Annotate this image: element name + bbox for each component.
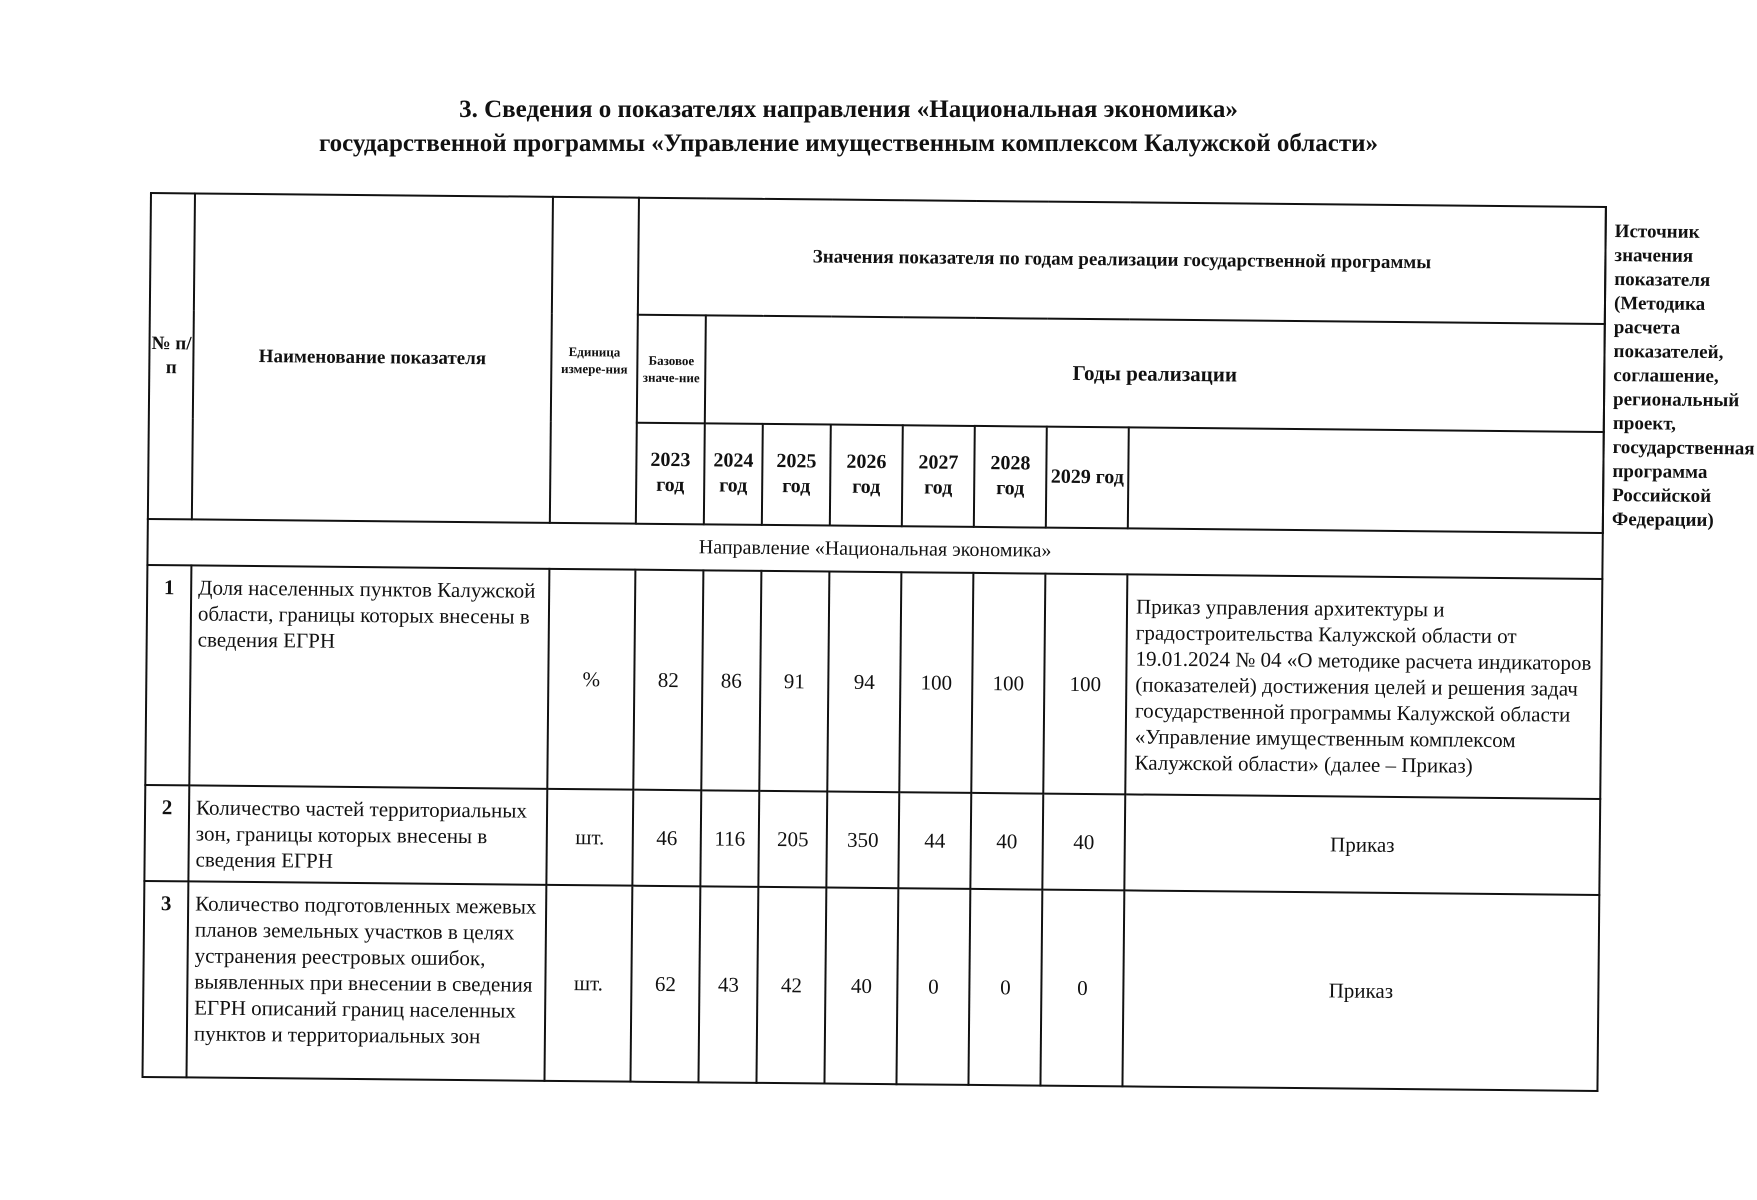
header-years-group: Годы реализации <box>705 315 1605 431</box>
value-cell: 40 <box>1042 794 1125 891</box>
header-unit: Единица измере-ния <box>550 197 639 524</box>
value-cell: 40 <box>970 793 1043 890</box>
header-year: 2027 год <box>902 425 975 527</box>
value-cell: 82 <box>633 570 703 791</box>
table-row <box>143 881 1600 1091</box>
value-cell: 0 <box>1040 890 1124 1087</box>
value-cell: 205 <box>758 791 827 888</box>
table-row <box>145 565 1602 799</box>
source-cell: Приказ <box>1124 794 1600 895</box>
header-base: Базовое значе-ние <box>637 315 706 423</box>
document-title <box>0 93 1697 161</box>
value-cell: 116 <box>700 790 759 887</box>
header-year: 2023 год <box>636 422 705 524</box>
header-year: 2024 год <box>704 423 763 525</box>
indicator-name: Количество подготовленных межевых планов земельных участков в целях устранения реестровых ошибок, выявленных при внесении в сведения ЕГРН описаний границ населенных пунктов и территориальных зон <box>187 881 547 1080</box>
header-name: Наименование показателя <box>192 193 553 522</box>
value-cell: 86 <box>701 570 761 791</box>
value-cell: 44 <box>898 792 971 889</box>
value-cell: 46 <box>632 790 701 887</box>
table-row <box>144 785 1600 895</box>
section-label: Направление «Национальная экономика» <box>147 519 1602 579</box>
source-cell: Приказ <box>1122 890 1599 1091</box>
value-cell: 91 <box>759 571 829 792</box>
value-cell: 94 <box>827 572 901 793</box>
header-year: 2029 год <box>1046 426 1129 528</box>
value-cell: 100 <box>971 573 1045 794</box>
header-num: № п/п <box>148 193 195 519</box>
header-year: 2026 год <box>830 424 903 526</box>
row-number: 2 <box>144 785 189 881</box>
unit-cell: шт. <box>544 885 632 1082</box>
header-source: Источник значения показателя (Методика расчета показателей, соглашение, региональный проект, государственная программа Российской Федерации) <box>1603 207 1606 533</box>
value-cell: 62 <box>630 886 700 1083</box>
indicators-table <box>141 192 1755 1092</box>
header-values-group: Значения показателя по годам реализации государственной программы <box>638 198 1606 324</box>
source-cell: Приказ управления архитектуры и градостроительства Калужской области от 19.01.2024 № 04 «О методике расчета индикаторов (показателей) достижения целей и решения задач государственной программы Калужской области «Управление имущественным комплексом Калужской области» (далее – Приказ) <box>1125 574 1602 799</box>
unit-cell: шт. <box>546 789 633 886</box>
value-cell: 0 <box>968 889 1042 1086</box>
value-cell: 42 <box>756 887 826 1084</box>
indicator-name: Доля населенных пунктов Калужской области, границы которых внесены в сведения ЕГРН <box>189 565 549 788</box>
title-line-2: государственной программы «Управление имущественным комплексом Калужской области» <box>318 130 1379 157</box>
title-line-1: 3. Сведения о показателях направления «Национальная экономика» <box>459 96 1238 123</box>
indicators-table-wrapper <box>141 192 1755 1092</box>
value-cell: 100 <box>899 572 973 793</box>
unit-cell: % <box>547 569 635 790</box>
indicator-name: Количество частей территориальных зон, границы которых внесены в сведения ЕГРН <box>188 785 547 884</box>
value-cell: 43 <box>698 886 758 1083</box>
value-cell: 40 <box>824 888 898 1085</box>
value-cell: 350 <box>826 792 899 889</box>
header-year: 2025 год <box>762 423 831 525</box>
row-number: 1 <box>145 565 191 785</box>
value-cell: 100 <box>1043 574 1127 795</box>
value-cell: 0 <box>896 888 970 1085</box>
header-year: 2028 год <box>974 425 1047 527</box>
row-number: 3 <box>143 881 189 1077</box>
